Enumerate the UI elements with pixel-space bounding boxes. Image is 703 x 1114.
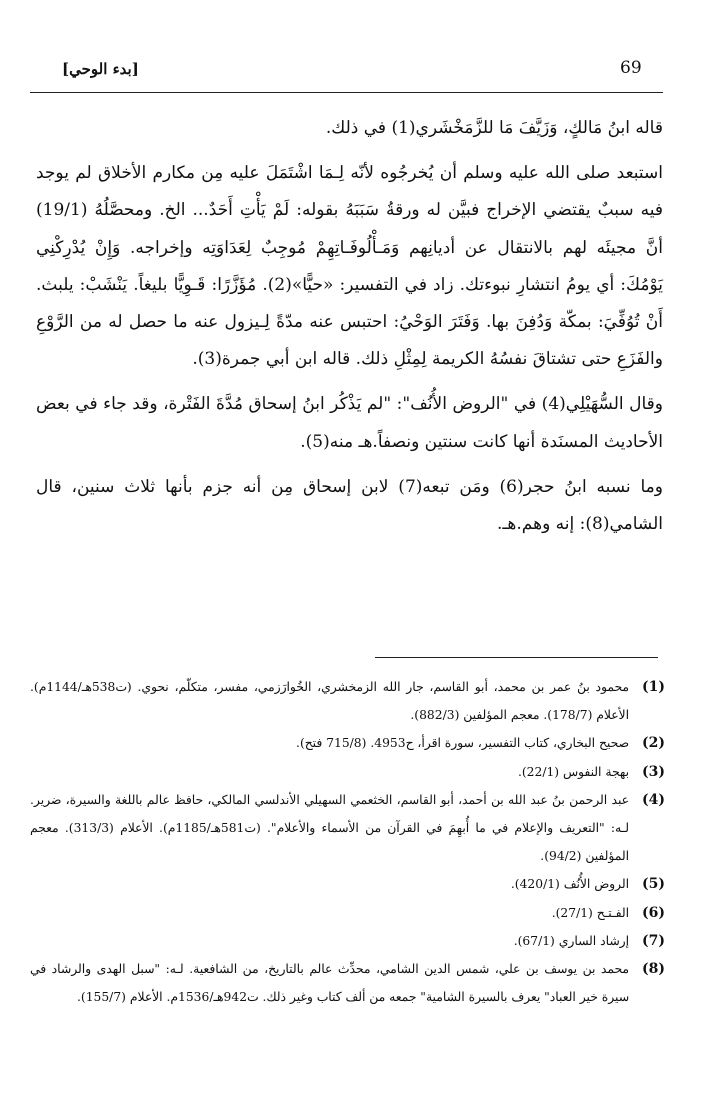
footnote-number: (4) (642, 791, 665, 808)
footnote (30, 899, 665, 927)
footnote (30, 758, 665, 786)
footnote-text: الفـتـح (27/1). (551, 905, 629, 920)
paragraph: وما نسبه ابنُ حجر(6) ومَن تبعه(7) لابن إسحاق مِن أنه جزم بأنها ثلاث سنين، قال الشامي(8): إنه وهم.هـ. (36, 476, 663, 535)
footnote-text: محمود بنُ عمر بن محمد، أبو القاسم، جار الله الزمخشري، الخُوارَزمي، مفسر، متكلّم، نحوي. (ت538هـ/1144م). الأعلام (178/7). معجم المؤلفين (882/3). (30, 680, 629, 723)
footnote-number: (7) (642, 932, 665, 949)
footnote (30, 870, 665, 898)
paragraph: استبعد صلى الله عليه وسلم أن يُخرجُوه لأنّه لِـمَا اشْتَمَلَ عليه مِن مكارم الأخلاق لم يوجد فيه سببٌ يقتضي الإخراج فبيَّن له ورقةُ سَبَبَهُ بقوله: لَمْ يَأْتِ أَحَدٌ... الخ. ومحصَّلُهُ (19/1) أنَّ مجيئَه لهم بالانتقال عن أديانِهم وَمَـأْلُوفَـاتِهِمْ مُوجِبٌ لِعَدَاوَتِه وإخراجه. وَإِنْ يُدْرِكْنِي يَوْمُكَ: أي يومُ انتشارِ نبوءتك. زاد في التفسير: «حيًّا»(2). مُؤَزَّرًا: قَـوِيًّا بليغاً. يَنْشَبْ: يلبث. أَنْ تُوُفِّيَ: بمكّة وَدُفِنَ بها. وَفَتَرَ الوَحْيُ: احتبس عنه مدّةً لِـيزول عنه ما حصل له من الرَّوْعِ والفَزَعِ حتى تشتاقَ نفسُهُ الكريمة لِمِثْلِ ذلك. قاله ابن أبي جمرة(3). (36, 163, 663, 370)
footnote (30, 729, 665, 757)
footnote-text: صحيح البخاري، كتاب التفسير، سورة اقرأ، ح4953. (715/8 فتح). (296, 736, 629, 751)
paragraph: قاله ابنُ مَالكٍ، وَزَيَّفَ مَا للزَّمَخْشَري(1) في ذلك. (325, 118, 663, 138)
page-header (32, 58, 663, 86)
header-rule (30, 92, 663, 93)
footnote-number: (3) (642, 763, 665, 780)
footnote-number: (6) (642, 904, 665, 921)
running-head: [بدء الوحي] (62, 60, 139, 78)
footnote (30, 786, 665, 871)
footnote-number: (5) (642, 876, 665, 893)
footnote (30, 955, 665, 1011)
page-number: 69 (620, 58, 642, 78)
footnote-text: محمد بن يوسف بن علي، شمس الدين الشامي، محدِّث عالم بالتاريخ، من الشافعية. لـه: "سبل الهدى والرشاد في سيرة خير العباد" يعرف بالسيرة الشامية" جمعه من ألف كتاب وغير ذلك. ت942هـ/1536م. الأعلام (155/7). (30, 962, 629, 1005)
footnote-separator (375, 657, 658, 658)
footnotes (30, 673, 665, 1011)
footnote (30, 927, 665, 955)
footnote (30, 673, 665, 729)
footnote-number: (2) (642, 735, 665, 752)
footnote-number: (1) (642, 679, 665, 695)
footnote-text: بهجة النفوس (22/1). (517, 764, 629, 779)
footnote-text: إرشاد الساري (67/1). (513, 933, 629, 948)
footnote-number: (8) (642, 961, 665, 978)
main-text (36, 110, 663, 543)
footnote-text: عبد الرحمن بنُ عبد الله بن أحمد، أبو القاسم، الخثعمي السهيلي الأندلسي المالكي، حافظ عالم باللغة والسيرة، ضرير. لـه: "التعريف والإعلام في ما أُبهِمَ في القرآن من الأسماء والأعلام". (ت581هـ/1185م). الأعلام (313/3). معجم المؤلفين (94/2). (30, 792, 629, 864)
footnote-text: الروض الأُنُف (420/1). (510, 877, 629, 892)
paragraph: وقال السُّهَيْلِي(4) في "الروض الأُنُف": "لم يَذْكُر ابنُ إسحاق مُدَّةَ الفَتْرة، وقد جاء في بعض الأحاديث المسنَدة أنها كانت سنتين ونصفاً.هـ منه(5). (36, 394, 663, 452)
